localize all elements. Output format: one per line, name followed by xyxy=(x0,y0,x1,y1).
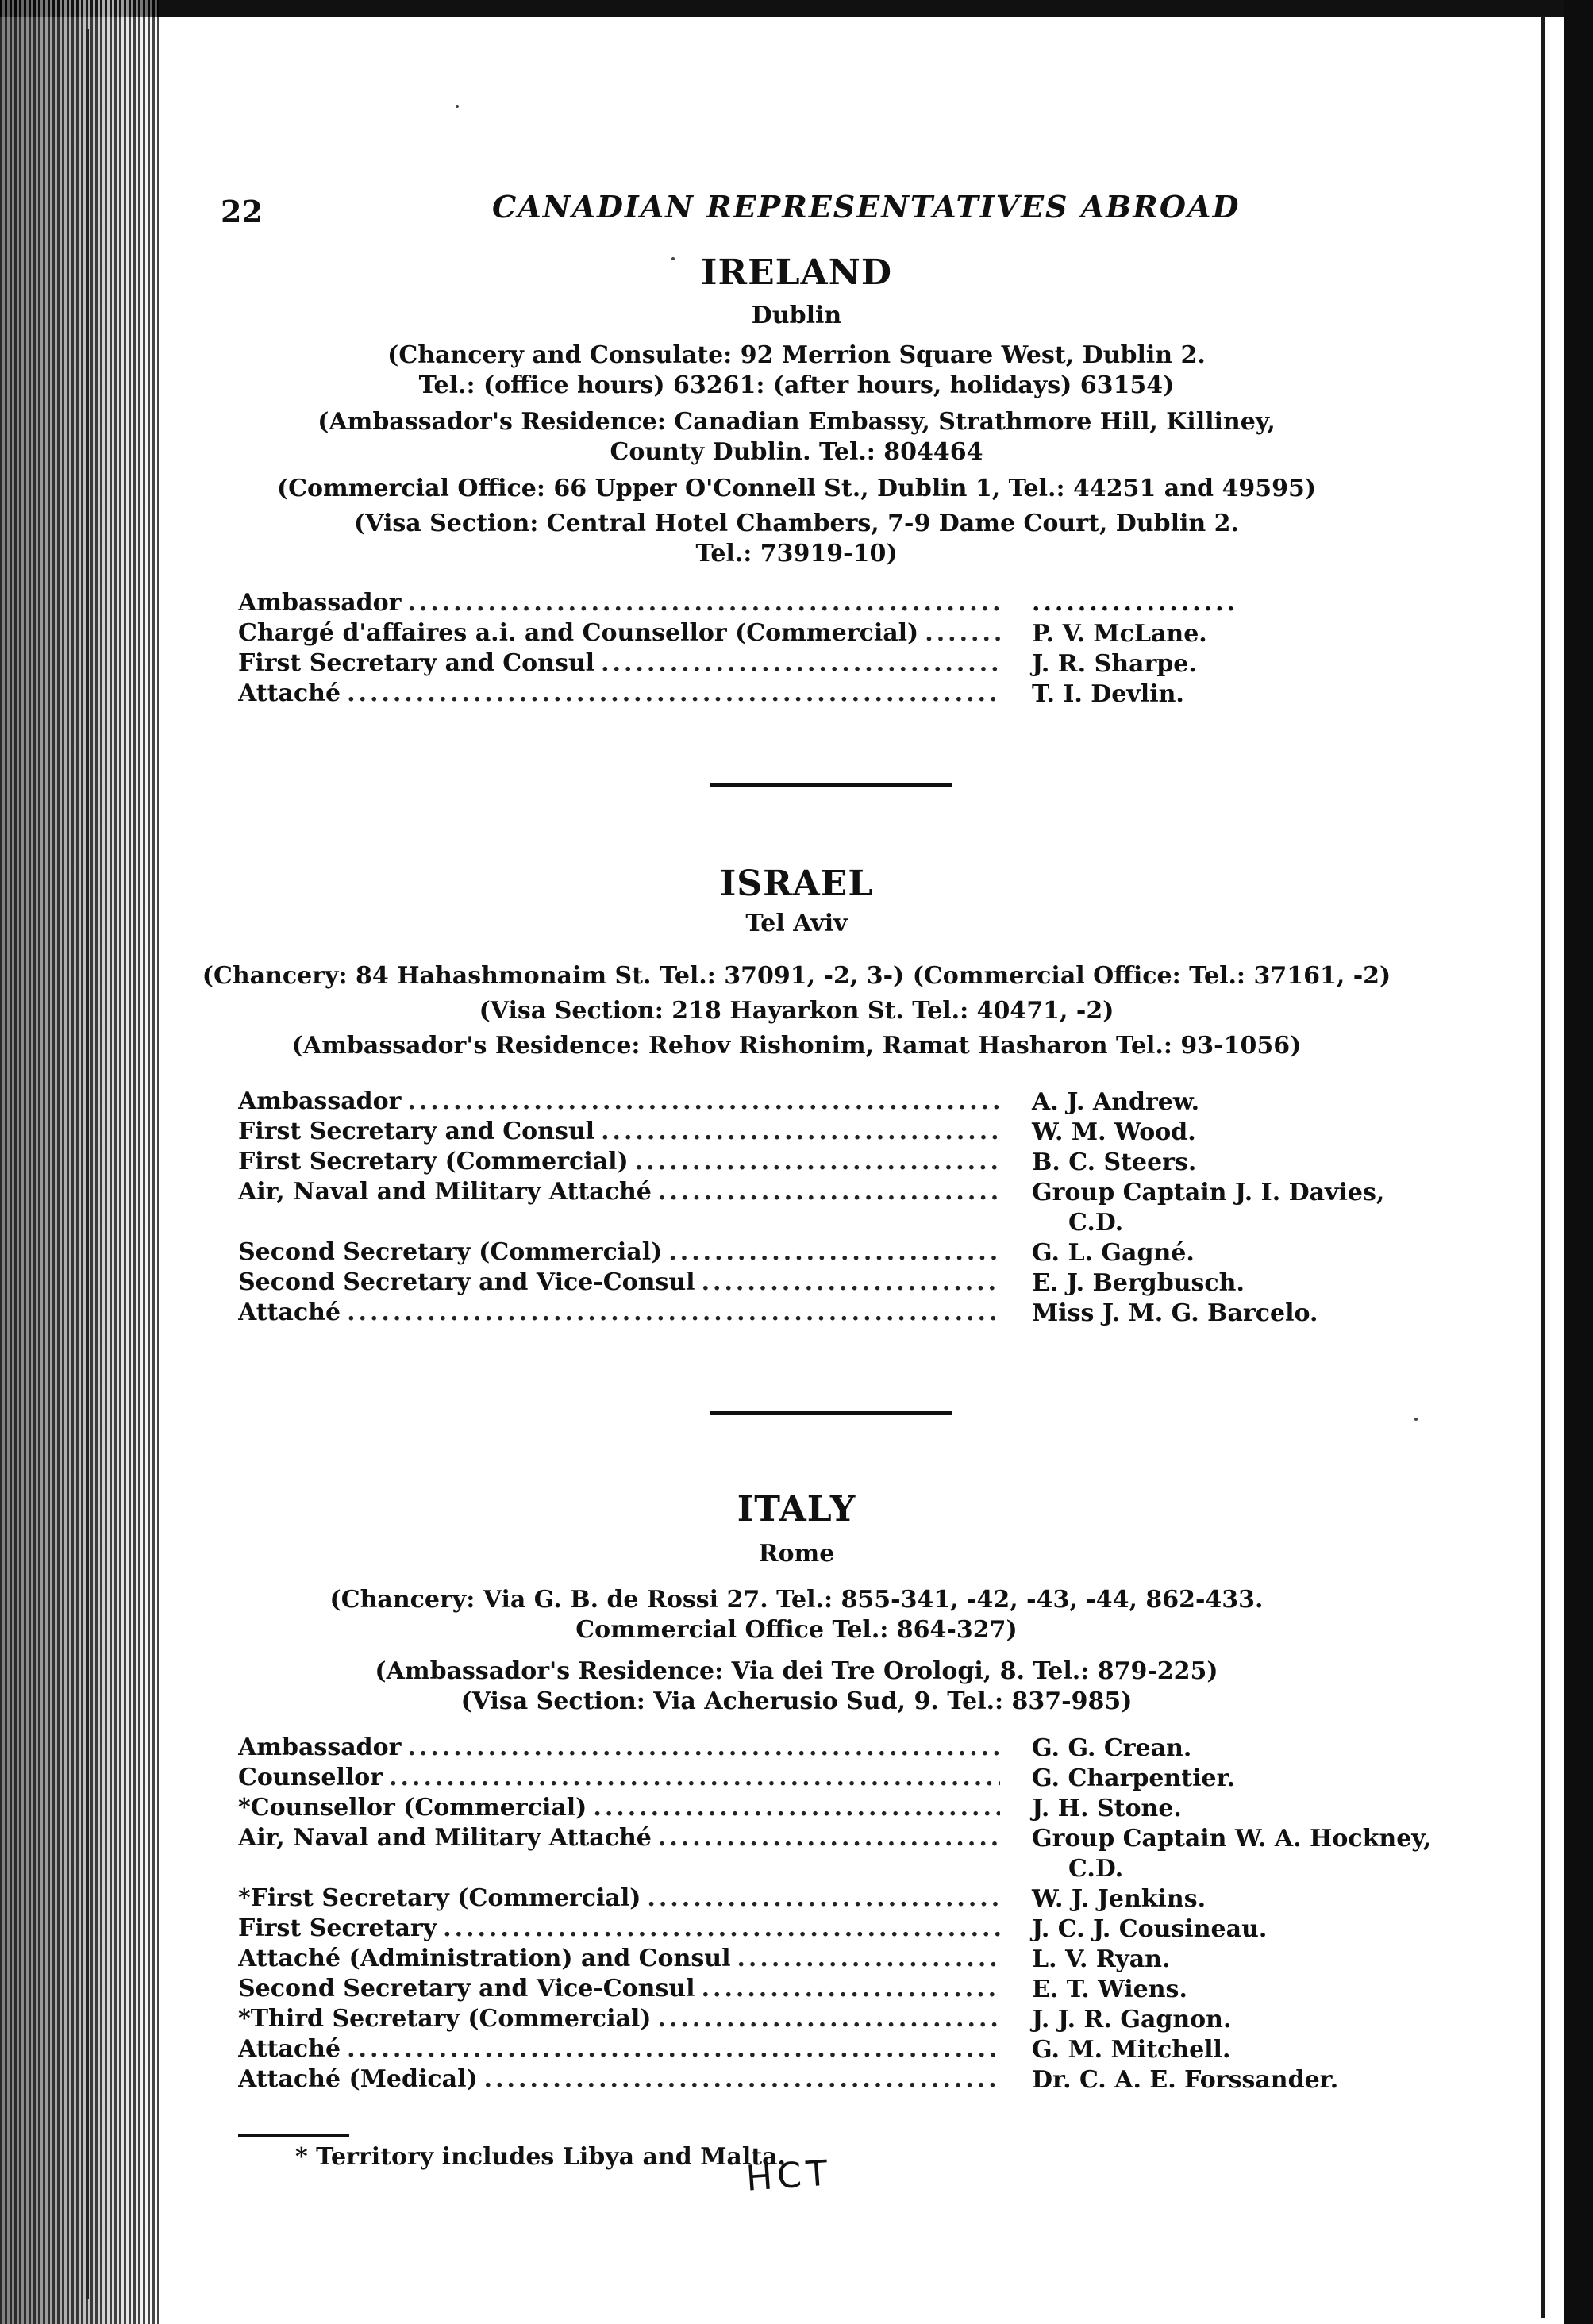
staff-row xyxy=(238,1975,1476,2005)
staff-row xyxy=(238,649,1476,679)
address-line: Tel.: (office hours) 63261: (after hours, holidays) 63154) xyxy=(418,371,1175,399)
staff-row xyxy=(238,1794,1476,1824)
staff-row xyxy=(238,1945,1476,1975)
staff-row xyxy=(238,2005,1476,2035)
staff-role: Air, Naval and Military Attaché ..... xyxy=(238,1824,1000,1854)
country-heading: ISRAEL xyxy=(719,864,874,904)
staff-name: T. I. Devlin. xyxy=(1032,680,1184,708)
staff-name: W. J. Jenkins. xyxy=(1032,1885,1206,1913)
address-line: (Chancery and Consulate: 92 Merrion Square West, Dublin 2. xyxy=(387,341,1206,369)
staff-row xyxy=(238,1884,1476,1914)
address-line: County Dublin. Tel.: 804464 xyxy=(610,438,983,466)
city-heading: Tel Aviv xyxy=(745,910,848,937)
staff-role: Air, Naval and Military Attaché ..... xyxy=(238,1178,1000,1208)
staff-row xyxy=(238,619,1476,649)
staff-role: *First Secretary (Commercial) ..... xyxy=(238,1884,1000,1914)
address-line: (Ambassador's Residence: Rehov Rishonim, Ramat Hasharon Tel.: 93-1056) xyxy=(291,1032,1302,1060)
staff-role: Attaché (Administration) and Consul ..... xyxy=(238,1945,1000,1975)
footnote-divider xyxy=(238,2134,349,2137)
section-divider xyxy=(710,1411,952,1415)
staff-role: *Counsellor (Commercial) ..... xyxy=(238,1794,1000,1824)
staff-row xyxy=(238,679,1476,710)
staff-name: Miss J. M. G. Barcelo. xyxy=(1032,1299,1318,1327)
staff-role: First Secretary and Consul ..... xyxy=(238,649,1000,679)
staff-row xyxy=(238,1087,1476,1118)
staff-name: P. V. McLane. xyxy=(1032,620,1207,648)
staff-name: G. G. Crean. xyxy=(1032,1734,1192,1762)
address-line: (Chancery: 84 Hahashmonaim St. Tel.: 37091, -2, 3-) (Commercial Office: Tel.: 37161, -2) xyxy=(202,962,1391,990)
staff-row xyxy=(238,589,1476,619)
staff-role: Attaché ..... xyxy=(238,679,1000,710)
staff-role: First Secretary (Commercial) ..... xyxy=(238,1148,1000,1178)
staff-row xyxy=(238,1118,1476,1148)
address-line: (Visa Section: 218 Hayarkon St. Tel.: 40471, -2) xyxy=(479,997,1114,1025)
city-heading: Rome xyxy=(758,1540,835,1568)
address-line: (Visa Section: Via Acherusio Sud, 9. Tel.: 837-985) xyxy=(460,1687,1133,1715)
staff-role: Counsellor ..... xyxy=(238,1764,1000,1794)
staff-role: First Secretary and Consul ..... xyxy=(238,1118,1000,1148)
staff-name: B. C. Steers. xyxy=(1032,1149,1197,1176)
staff-role: First Secretary ..... xyxy=(238,1914,1000,1945)
address-line: (Ambassador's Residence: Canadian Embassy, Strathmore Hill, Killiney, xyxy=(317,408,1276,436)
address-line: Commercial Office Tel.: 864-327) xyxy=(575,1616,1018,1644)
staff-name: J. J. R. Gagnon. xyxy=(1032,2006,1232,2034)
footnote: * Territory includes Libya and Malta. xyxy=(295,2143,786,2171)
staff-row xyxy=(238,1299,1476,1329)
staff-name: Dr. C. A. E. Forssander. xyxy=(1032,2066,1339,2094)
staff-row xyxy=(238,2065,1476,2095)
staff-row xyxy=(238,2035,1476,2065)
staff-name: J. C. J. Cousineau. xyxy=(1032,1915,1268,1943)
running-title: CANADIAN REPRESENTATIVES ABROAD xyxy=(492,189,1241,225)
staff-row xyxy=(238,1148,1476,1178)
address-line: Tel.: 73919-10) xyxy=(695,540,898,568)
staff-row xyxy=(238,1178,1476,1238)
staff-role: Ambassador ..... xyxy=(238,589,1000,619)
handwritten-note: HCT xyxy=(745,2153,834,2199)
country-heading: ITALY xyxy=(737,1489,856,1529)
staff-name: G. L. Gagné. xyxy=(1032,1239,1195,1267)
staff-list xyxy=(238,1733,1476,2095)
address-line: (Visa Section: Central Hotel Chambers, 7-9 Dame Court, Dublin 2. xyxy=(354,510,1239,537)
address-line: (Ambassador's Residence: Via dei Tre Orologi, 8. Tel.: 879-225) xyxy=(375,1657,1218,1685)
staff-row xyxy=(238,1824,1476,1884)
vacant-name-placeholder: .................. xyxy=(1032,589,1238,617)
staff-name: Group Captain J. I. Davies, C.D. xyxy=(1032,1179,1385,1237)
staff-row xyxy=(238,1268,1476,1299)
section-divider xyxy=(710,783,952,787)
staff-role: Second Secretary and Vice-Consul ..... xyxy=(238,1268,1000,1299)
staff-list xyxy=(238,589,1476,710)
staff-name: Group Captain W. A. Hockney, C.D. xyxy=(1032,1825,1432,1883)
staff-role: Attaché ..... xyxy=(238,2035,1000,2065)
staff-name: W. M. Wood. xyxy=(1032,1118,1196,1146)
staff-role: Second Secretary (Commercial) ..... xyxy=(238,1238,1000,1268)
staff-row xyxy=(238,1733,1476,1764)
page-number: 22 xyxy=(221,194,263,229)
city-heading: Dublin xyxy=(751,302,842,329)
staff-name: G. Charpentier. xyxy=(1032,1764,1236,1792)
staff-row xyxy=(238,1914,1476,1945)
staff-role: Ambassador ..... xyxy=(238,1087,1000,1118)
staff-name: J. R. Sharpe. xyxy=(1032,650,1197,678)
staff-role: Second Secretary and Vice-Consul ..... xyxy=(238,1975,1000,2005)
staff-name: E. J. Bergbusch. xyxy=(1032,1269,1245,1297)
staff-row xyxy=(238,1764,1476,1794)
staff-name: G. M. Mitchell. xyxy=(1032,2036,1231,2064)
staff-list xyxy=(238,1087,1476,1329)
staff-name: L. V. Ryan. xyxy=(1032,1945,1171,1973)
staff-name: J. H. Stone. xyxy=(1032,1795,1182,1822)
staff-role: Ambassador ..... xyxy=(238,1733,1000,1764)
staff-role: *Third Secretary (Commercial) ..... xyxy=(238,2005,1000,2035)
address-line: (Chancery: Via G. B. de Rossi 27. Tel.: 855-341, -42, -43, -44, 862-433. xyxy=(329,1586,1264,1614)
staff-name: A. J. Andrew. xyxy=(1032,1088,1200,1116)
address-line: (Commercial Office: 66 Upper O'Connell St., Dublin 1, Tel.: 44251 and 49595) xyxy=(276,475,1317,502)
staff-role: Attaché (Medical) ..... xyxy=(238,2065,1000,2095)
staff-role: Chargé d'affaires a.i. and Counsellor (Commercial) ..... xyxy=(238,619,1000,649)
staff-name: E. T. Wiens. xyxy=(1032,1976,1187,2003)
country-heading: IRELAND xyxy=(700,252,893,293)
staff-role: Attaché ..... xyxy=(238,1299,1000,1329)
staff-row xyxy=(238,1238,1476,1268)
